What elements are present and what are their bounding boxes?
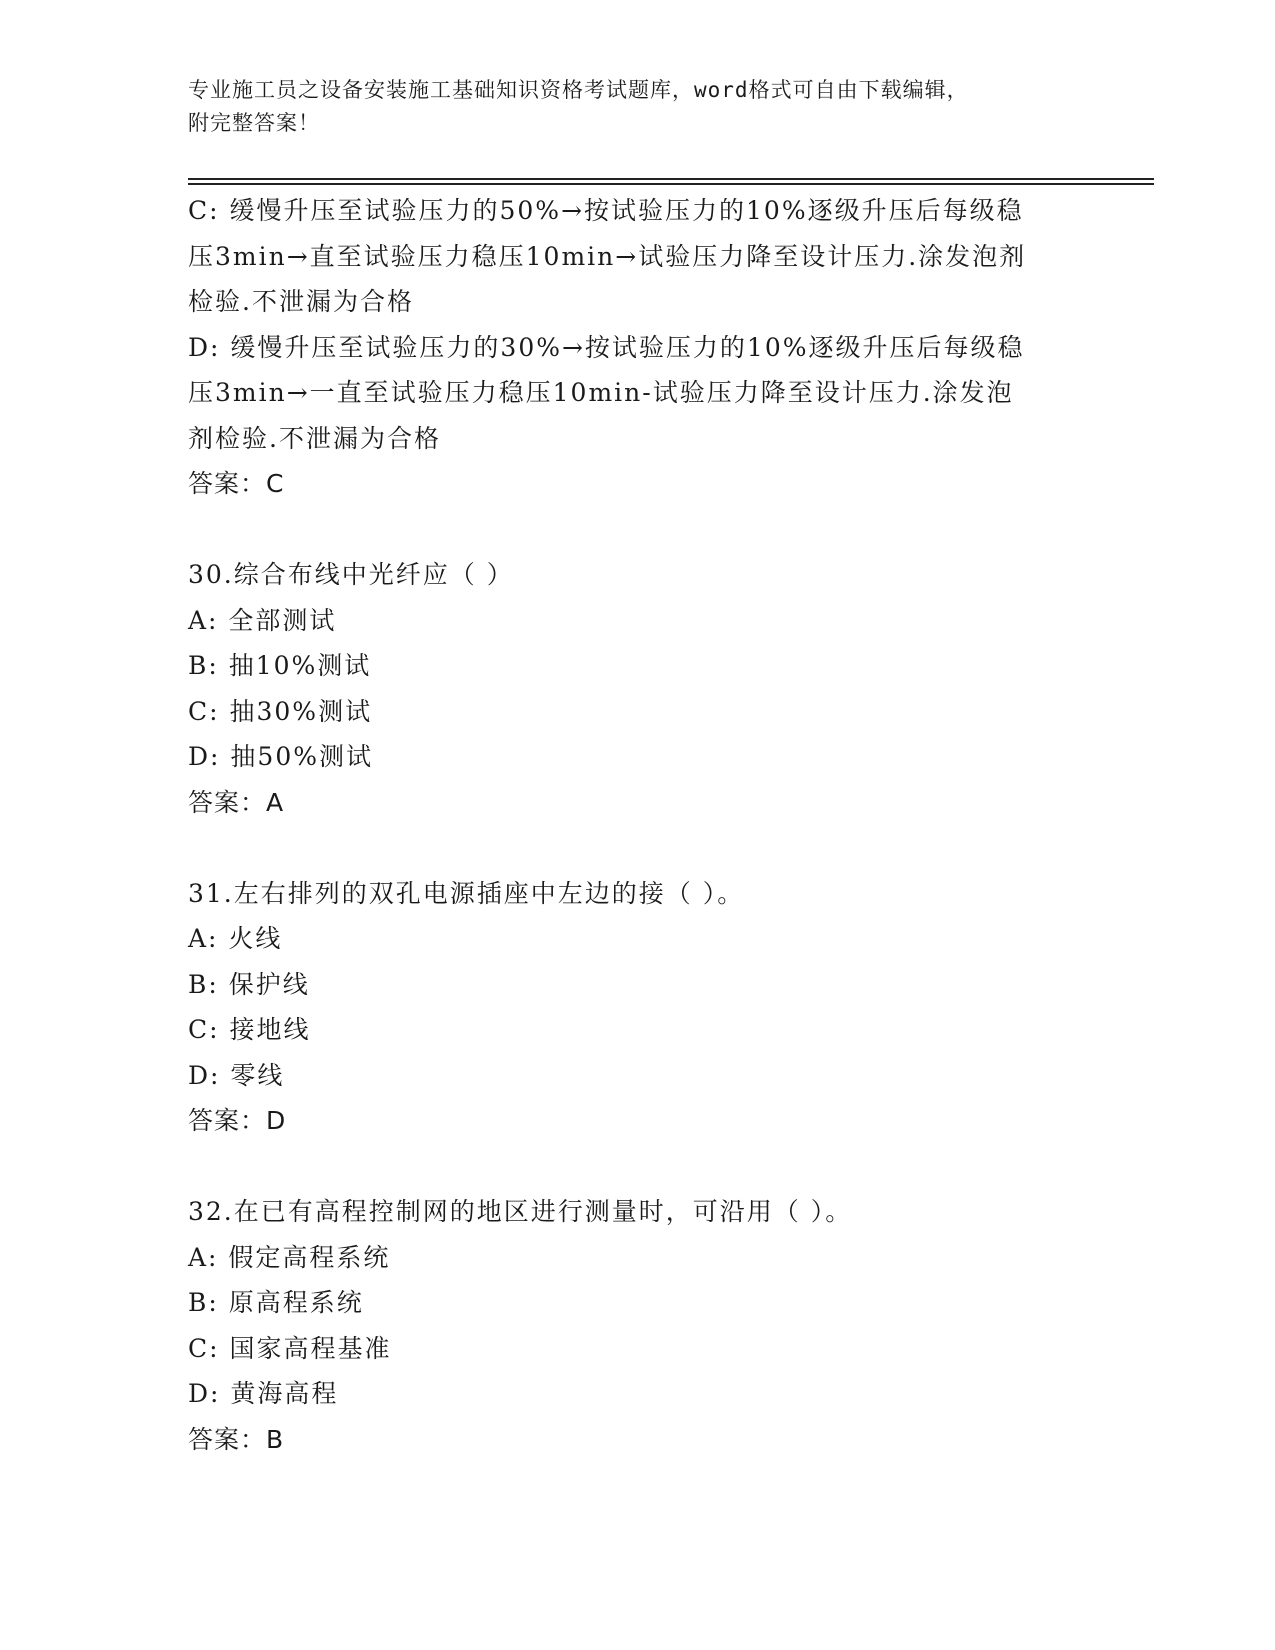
question-block (188, 188, 1088, 507)
question-stem: 31.左右排列的双孔电源插座中左边的接（ ）。 (188, 878, 745, 908)
option-b: B: 抽10%测试 (188, 651, 372, 680)
option-b: B: 保护线 (188, 969, 310, 999)
answer-line: 答案：B (188, 1424, 285, 1454)
option-b: B: 原高程系统 (188, 1288, 364, 1317)
option-c: C: 抽30%测试 (188, 696, 373, 726)
option-a: A: 假定高程系统 (188, 1242, 391, 1272)
question-block (188, 1189, 1088, 1462)
question-list (188, 188, 1088, 1462)
spacer (188, 825, 1088, 871)
spacer (188, 507, 1088, 553)
header-divider (188, 183, 1154, 185)
question-stem: 32.在已有高程控制网的地区进行测量时，可沿用（ ）。 (188, 1197, 853, 1226)
option-d-line: 压3min→一直至试验压力稳压10min-试验压力降至设计压力.涂发泡 (188, 378, 1014, 407)
header-line: 附完整答案！ (188, 111, 320, 135)
spacer (188, 1144, 1088, 1190)
answer-line: 答案：A (188, 787, 285, 817)
question-block (188, 552, 1088, 825)
option-a: A: 全部测试 (188, 605, 337, 635)
option-a: A: 火线 (188, 924, 283, 953)
header-line: 专业施工员之设备安装施工基础知识资格考试题库，word格式可自由下载编辑， (188, 78, 969, 102)
option-c-line: 压3min→直至试验压力稳压10min→试验压力降至设计压力.涂发泡剂 (188, 241, 1027, 271)
option-d-line: 剂检验.不泄漏为合格 (188, 423, 441, 453)
option-c-line: C: 缓慢升压至试验压力的50%→按试验压力的10%逐级升压后每级稳 (188, 196, 1024, 225)
header-divider (188, 178, 1154, 180)
option-c: C: 接地线 (188, 1015, 311, 1044)
option-c-line: 检验.不泄漏为合格 (188, 287, 414, 316)
option-d-line: D: 缓慢升压至试验压力的30%→按试验压力的10%逐级升压后每级稳 (188, 332, 1025, 362)
answer-line: 答案：D (188, 1106, 287, 1135)
question-block (188, 871, 1088, 1144)
answer-line: 答案：C (188, 469, 285, 498)
option-d: D: 抽50%测试 (188, 742, 373, 771)
page-header (188, 74, 1088, 140)
option-d: D: 黄海高程 (188, 1379, 339, 1408)
option-d: D: 零线 (188, 1060, 285, 1090)
option-c: C: 国家高程基准 (188, 1333, 392, 1363)
question-stem: 30.综合布线中光纤应（ ） (188, 560, 514, 589)
